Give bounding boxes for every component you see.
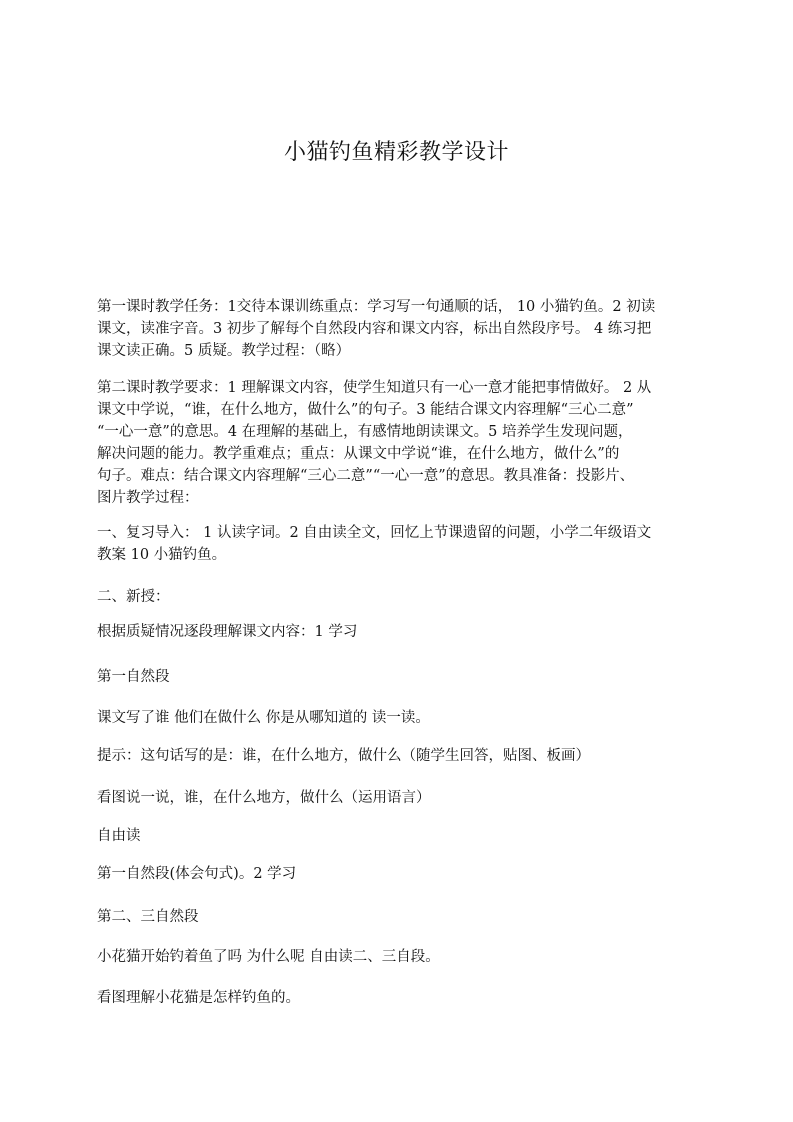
text-line: 小花猫开始钓着鱼了吗 为什么呢 自由读二、三自段。 <box>97 949 440 965</box>
paragraph-hint <box>97 745 709 767</box>
text-line: 课文中学说，“谁，在什么地方，做什么”的句子。3 能结合课文内容理解“三心二意” <box>97 402 634 418</box>
paragraph-understanding <box>97 621 709 643</box>
paragraph-lesson-two <box>97 377 709 509</box>
paragraph-free-read <box>97 825 709 847</box>
paragraph-review <box>97 522 709 566</box>
text-line: 第一课时教学任务：1交待本课训练重点：学习写一句通顺的话， 10 小猫钓鱼。2 初读 <box>97 299 656 315</box>
paragraph-new-lesson <box>97 586 709 608</box>
text-line: 课文写了谁 他们在做什么 你是从哪知道的 读一读。 <box>97 710 430 726</box>
paragraph-first-section <box>97 666 709 688</box>
text-line: 第一自然段(体会句式)。2 学习 <box>97 866 297 882</box>
text-line: 句子。难点：结合课文内容理解“三心二意”“一心一意”的意思。教具准备：投影片、 <box>97 468 635 484</box>
paragraph-picture-understanding <box>97 987 709 1009</box>
paragraph-picture-talk <box>97 787 709 809</box>
text-line: 第二课时教学要求：1 理解课文内容，使学生知道只有一心一意才能把事情做好。 2 从 <box>97 380 652 396</box>
text-line: 第二、三自然段 <box>97 909 199 925</box>
text-line: 图片教学过程： <box>97 490 199 506</box>
text-line: 课文读正确。5 质疑。教学过程：（略） <box>97 343 351 359</box>
text-line: “一心一意”的意思。4 在理解的基础上，有感情地朗读课文。5 培养学生发现问题， <box>97 424 633 440</box>
paragraph-lesson-one <box>97 296 709 362</box>
paragraph-questions <box>97 707 709 729</box>
text-line: 课文，读准字音。3 初步了解每个自然段内容和课文内容，标出自然段序号。 4 练习把 <box>97 321 652 337</box>
text-line: 第一自然段 <box>97 669 170 685</box>
text-line: 看图理解小花猫是怎样钓鱼的。 <box>97 990 300 1006</box>
page-title: 小猫钓鱼精彩教学设计 <box>283 140 509 165</box>
paragraph-second-third-section <box>97 906 709 928</box>
text-line: 根据质疑情况逐段理解课文内容：1 学习 <box>97 624 358 640</box>
text-line: 自由读 <box>97 828 141 844</box>
text-line: 二、新授： <box>97 589 170 605</box>
text-line: 看图说一说，谁，在什么地方，做什么（运用语言） <box>97 790 431 806</box>
text-line: 提示：这句话写的是：谁，在什么地方，做什么（随学生回答，贴图、板画） <box>97 748 590 764</box>
text-line: 教案 10 小猫钓鱼。 <box>97 547 227 563</box>
paragraph-kitten-question <box>97 946 709 968</box>
text-line: 解决问题的能力。教学重难点；重点：从课文中学说“谁，在什么地方，做什么”的 <box>97 446 620 462</box>
paragraph-sentence-pattern <box>97 863 709 885</box>
text-line: 一、复习导入： 1 认读字词。2 自由读全文，回忆上节课遗留的问题，小学二年级语文 <box>97 525 652 541</box>
